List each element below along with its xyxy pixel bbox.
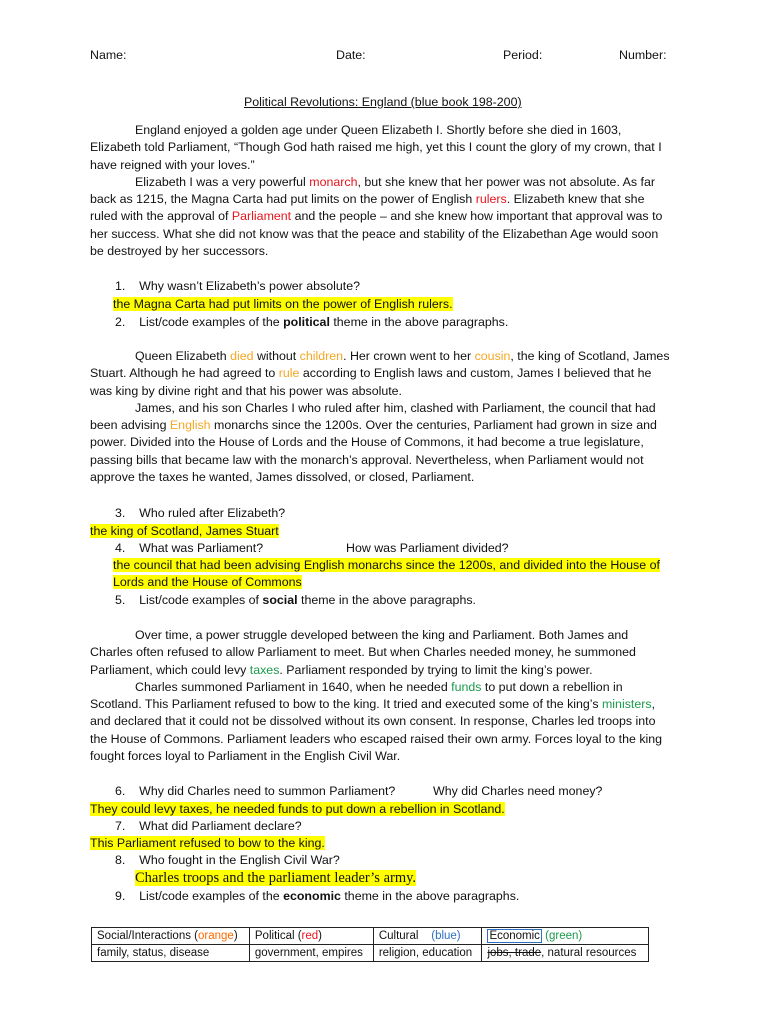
legend-label: Economic [489,930,540,942]
legend-label: Political ( [254,930,302,942]
question-text: Why did Charles need to summon Parliament? [139,784,396,798]
answer-text: the king of Scotland, James Stuart [90,524,279,538]
vocab-parliament: Parliament [231,209,292,224]
worksheet-title: Political Revolutions: England (blue book 198-200) [244,95,522,109]
question-text: What was Parliament? [139,541,264,555]
number-label: Number: [619,48,667,62]
text-run: . Her crown went to her [343,349,475,363]
section1-text [90,122,674,260]
legend-social-examples: family, status, disease [92,945,250,962]
question-text: List/code examples of the [139,889,284,903]
legend-political-header [249,928,373,945]
legend-economic-header [482,928,649,945]
question-2 [115,314,508,331]
text-run: Charles summoned Parliament in 1640, when he needed [135,679,452,694]
theme-legend-table [91,927,649,962]
vocab-died: died [230,349,254,363]
text-run: and the people – and she knew how important that approval was to her success. What she did not know was that the peace and stability of the Elizabethan Age would soon be destroyed by her successors. [90,209,663,259]
question-text: Why wasn’t Elizabeth’s power absolute? [139,279,360,293]
period-label: Period: [503,48,543,62]
section2-text [90,348,674,486]
answer-4-line2 [113,574,302,591]
answer-text: the council that had been advising English monarchs since the 1200s, and divided into the House of [113,558,660,572]
legend-label: ) [318,930,323,942]
text-run: , the king of Scotland, James Stuart. Although he had agreed to [90,349,670,381]
question-number: 4. [115,541,126,555]
answer-text: They could levy taxes, he needed funds to put down a rebellion in Scotland. [90,802,505,816]
question-number: 8. [115,853,126,867]
question-number: 2. [115,315,126,329]
question-9 [115,888,519,905]
theme-word: social [262,593,298,607]
question-number: 7. [115,819,126,833]
vocab-cousin: cousin [474,349,511,363]
question-text: List/code examples of [139,593,263,607]
legend-examples-text: , natural resources [541,947,637,959]
legend-header-row [92,928,649,945]
legend-color: red [301,930,319,942]
section1-paragraph1: England enjoyed a golden age under Queen Elizabeth I. Shortly before she died in 1603, Elizabeth told Parliament, “Though God hath raised me high, yet this I count the glory of my crown, that I have reigned with your loves.” [90,123,662,172]
text-run: , and declared that it could not be dissolved without its own consent. In response, Charles led troops into the House of Commons. Parliament leaders who escaped raised their own army. Forces loyal to the king fought forces loyal to Parliament in the English Civil War. [90,697,663,764]
section2-paragraph2 [90,400,674,486]
question-text: theme in the above paragraphs. [340,889,520,903]
vocab-english: English [169,418,211,433]
legend-cultural-examples: religion, education [373,945,482,962]
question-text: List/code examples of the [139,315,284,329]
answer-text: Charles troops and the parliament leader’s army. [135,870,417,886]
legend-examples-row [92,945,649,962]
legend-examples-text: jobs, trade [487,947,542,959]
vocab-ministers: ministers [601,697,652,712]
date-label: Date: [336,48,366,62]
section1-paragraph2 [90,174,674,260]
answer-6 [90,801,505,818]
answer-text: the Magna Carta had put limits on the power of English rulers. [113,297,453,311]
answer-1 [113,296,453,313]
vocab-taxes: taxes [249,662,280,677]
text-run: . Parliament responded by trying to limit the king’s power. [279,662,593,677]
legend-economic-examples [482,945,649,962]
vocab-rule: rule [278,366,300,381]
text-run: according to English laws and custom, James I believed that he was king by divine right and that his power was absolute. [90,366,652,398]
question-text: Who fought in the English Civil War? [139,853,340,867]
question-text: theme in the above paragraphs. [297,593,476,607]
legend-social-header [92,928,250,945]
text-run: James, and his son Charles I who ruled after him, clashed with Parliament, the council that had been advising [90,400,656,433]
question-text: What did Parliament declare? [139,819,302,833]
question-number: 3. [115,506,126,520]
question-3 [115,505,285,522]
question-number: 1. [115,279,126,293]
answer-3 [90,523,279,540]
name-label: Name: [90,48,127,62]
answer-text: This Parliament refused to bow to the king. [90,836,325,850]
question-8 [115,852,340,869]
vocab-funds: funds [451,679,482,694]
answer-8 [135,870,416,887]
legend-cultural-header [373,928,482,945]
answer-text: Lords and the House of Commons [113,575,302,589]
question-text: theme in the above paragraphs. [329,315,509,329]
question-4 [115,540,263,557]
question-text: Who ruled after Elizabeth? [139,506,286,520]
question-number: 9. [115,889,126,903]
text-run: Elizabeth I was a very powerful [135,174,310,189]
legend-political-examples: government, empires [249,945,373,962]
text-run: , but she knew that her power was not absolute. As far back as 1215, the Magna Carta had put limits on the power of English [90,174,656,207]
legend-color: (green) [545,930,583,942]
theme-word: economic [283,889,341,903]
answer-7 [90,835,325,852]
question-4-part2: How was Parliament divided? [346,541,509,555]
question-7 [115,818,302,835]
text-run: Over time, a power struggle developed between the king and Parliament. Both James and Charles often refused to allow Parliament to meet. But when Charles needed money, he summoned Parliament, which could levy [90,628,636,677]
question-1 [115,278,360,295]
answer-4-line1 [113,557,660,574]
text-run: monarchs since the 1200s. Over the centuries, Parliament had grown in size and power. Divided into the House of Lords and the House of Commons, it had become a true legislature, passing bills that became law with the monarch’s approval. Nevertheless, when Parliament would not approve the taxes he wanted, James dissolved, or closed, Parliament. [90,418,657,485]
text-run: to put down a rebellion in Scotland. This Parliament refused to bow to the king. It tried and executed some of the king’s [90,679,623,712]
section2-paragraph1 [90,348,674,400]
text-run: Queen Elizabeth [135,349,231,363]
question-5 [115,592,476,609]
question-6 [115,783,395,800]
legend-color: (blue) [431,930,461,942]
theme-word: political [283,315,330,329]
vocab-monarch: monarch [309,174,358,189]
question-number: 5. [115,593,126,607]
section3-text [90,627,674,765]
section3-paragraph1 [90,627,674,679]
text-run: without [253,349,300,363]
question-6-part2: Why did Charles need money? [433,784,603,798]
vocab-children: children [299,349,344,363]
legend-label: Cultural [378,930,419,942]
question-number: 6. [115,784,126,798]
vocab-rulers: rulers [475,192,507,207]
legend-label: Social/Interactions ( [97,930,198,942]
legend-color: orange [198,930,234,942]
section3-paragraph2 [90,679,674,765]
legend-label: ) [233,930,238,942]
text-run: . Elizabeth knew that she ruled with the approval of [90,192,645,224]
